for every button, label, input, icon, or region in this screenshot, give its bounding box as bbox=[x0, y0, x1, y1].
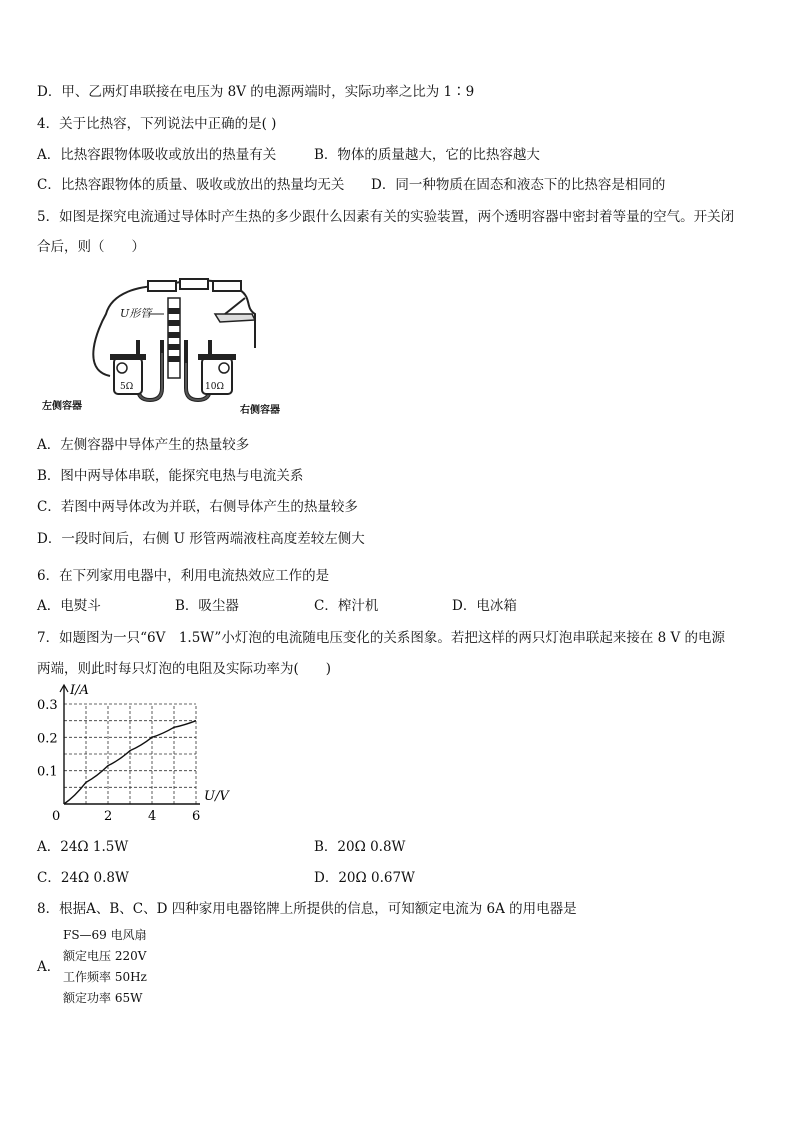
q8-stem: 8．根据A、B、C、D 四种家用电器铭牌上所提供的信息，可知额定电流为 6A 的用电器是 bbox=[37, 901, 577, 917]
q7-option-d: D．20Ω 0.67W bbox=[314, 870, 415, 886]
nameplate-power: 额定功率 65W bbox=[63, 991, 143, 1005]
q4-stem: 4．关于比热容，下列说法中正确的是( ) bbox=[37, 116, 277, 132]
q6-option-d: D．电冰箱 bbox=[452, 598, 517, 614]
q7-option-a: A．24Ω 1.5W bbox=[37, 839, 129, 855]
tube-label: U形管 bbox=[120, 307, 152, 320]
y-axis-label: I/A bbox=[70, 683, 89, 698]
q5-option-d: D．一段时间后，右侧 U 形管两端液柱高度差较左侧大 bbox=[37, 531, 365, 547]
q4-option-c: C．比热容跟物体的质量、吸收或放出的热量均无关 bbox=[37, 177, 345, 193]
nameplate-model: FS—69 电风扇 bbox=[63, 928, 147, 942]
q4-option-a: A．比热容跟物体吸收或放出的热量有关 bbox=[37, 147, 277, 163]
y-tick-label: 0.1 bbox=[37, 764, 58, 780]
q5-option-b: B．图中两导体串联，能探究电热与电流关系 bbox=[37, 468, 304, 484]
q4-option-d: D．同一种物质在固态和液态下的比热容是相同的 bbox=[371, 177, 666, 193]
x-tick-label: 2 bbox=[104, 809, 113, 824]
left-resistor-label: 5Ω bbox=[120, 382, 134, 392]
q6-stem: 6．在下列家用电器中，利用电流热效应工作的是 bbox=[37, 568, 330, 584]
q7-option-c: C．24Ω 0.8W bbox=[37, 870, 129, 886]
left-container-label: 左侧容器 bbox=[42, 401, 82, 412]
q5-apparatus-figure bbox=[40, 268, 290, 418]
y-tick-label: 0.3 bbox=[37, 698, 58, 713]
q6-option-a: A．电熨斗 bbox=[37, 598, 101, 614]
q5-stem-line2: 合后，则（ ） bbox=[37, 239, 145, 255]
q5-option-a: A．左侧容器中导体产生的热量较多 bbox=[37, 437, 250, 453]
q6-option-b: B．吸尘器 bbox=[175, 598, 239, 614]
q4-option-b: B．物体的质量越大，它的比热容越大 bbox=[314, 147, 540, 163]
origin-label: 0 bbox=[52, 809, 61, 824]
q7-option-b: B．20Ω 0.8W bbox=[314, 839, 406, 855]
q6-option-c: C．榨汁机 bbox=[314, 598, 379, 614]
nameplate-frequency: 工作频率 50Hz bbox=[63, 970, 147, 984]
right-container-label: 右侧容器 bbox=[240, 405, 280, 416]
q7-stem-line2: 两端，则此时每只灯泡的电阻及实际功率为( ) bbox=[37, 661, 332, 677]
x-tick-label: 4 bbox=[148, 809, 157, 824]
q7-stem-line1: 7．如题图为一只“6V 1.5W”小灯泡的电流随电压变化的关系图象。若把这样的两只灯泡串联起来接在 8 V 的电源 bbox=[37, 630, 726, 646]
right-resistor-label: 10Ω bbox=[205, 382, 224, 392]
q5-option-c: C．若图中两导体改为并联，右侧导体产生的热量较多 bbox=[37, 499, 358, 515]
nameplate-voltage: 额定电压 220V bbox=[63, 949, 147, 963]
x-axis-label: U/V bbox=[204, 789, 229, 804]
y-tick-label: 0.2 bbox=[37, 731, 58, 747]
q5-stem-line1: 5．如图是探究电流通过导体时产生热的多少跟什么因素有关的实验装置，两个透明容器中密封着等量的空气。开关闭 bbox=[37, 209, 735, 225]
iu-chart bbox=[36, 683, 229, 826]
x-tick-label: 6 bbox=[192, 809, 201, 824]
q8-option-a-letter: A． bbox=[37, 959, 61, 975]
q3-option-d: D．甲、乙两灯串联接在电压为 8V 的电源两端时，实际功率之比为 1∶9 bbox=[37, 84, 475, 100]
